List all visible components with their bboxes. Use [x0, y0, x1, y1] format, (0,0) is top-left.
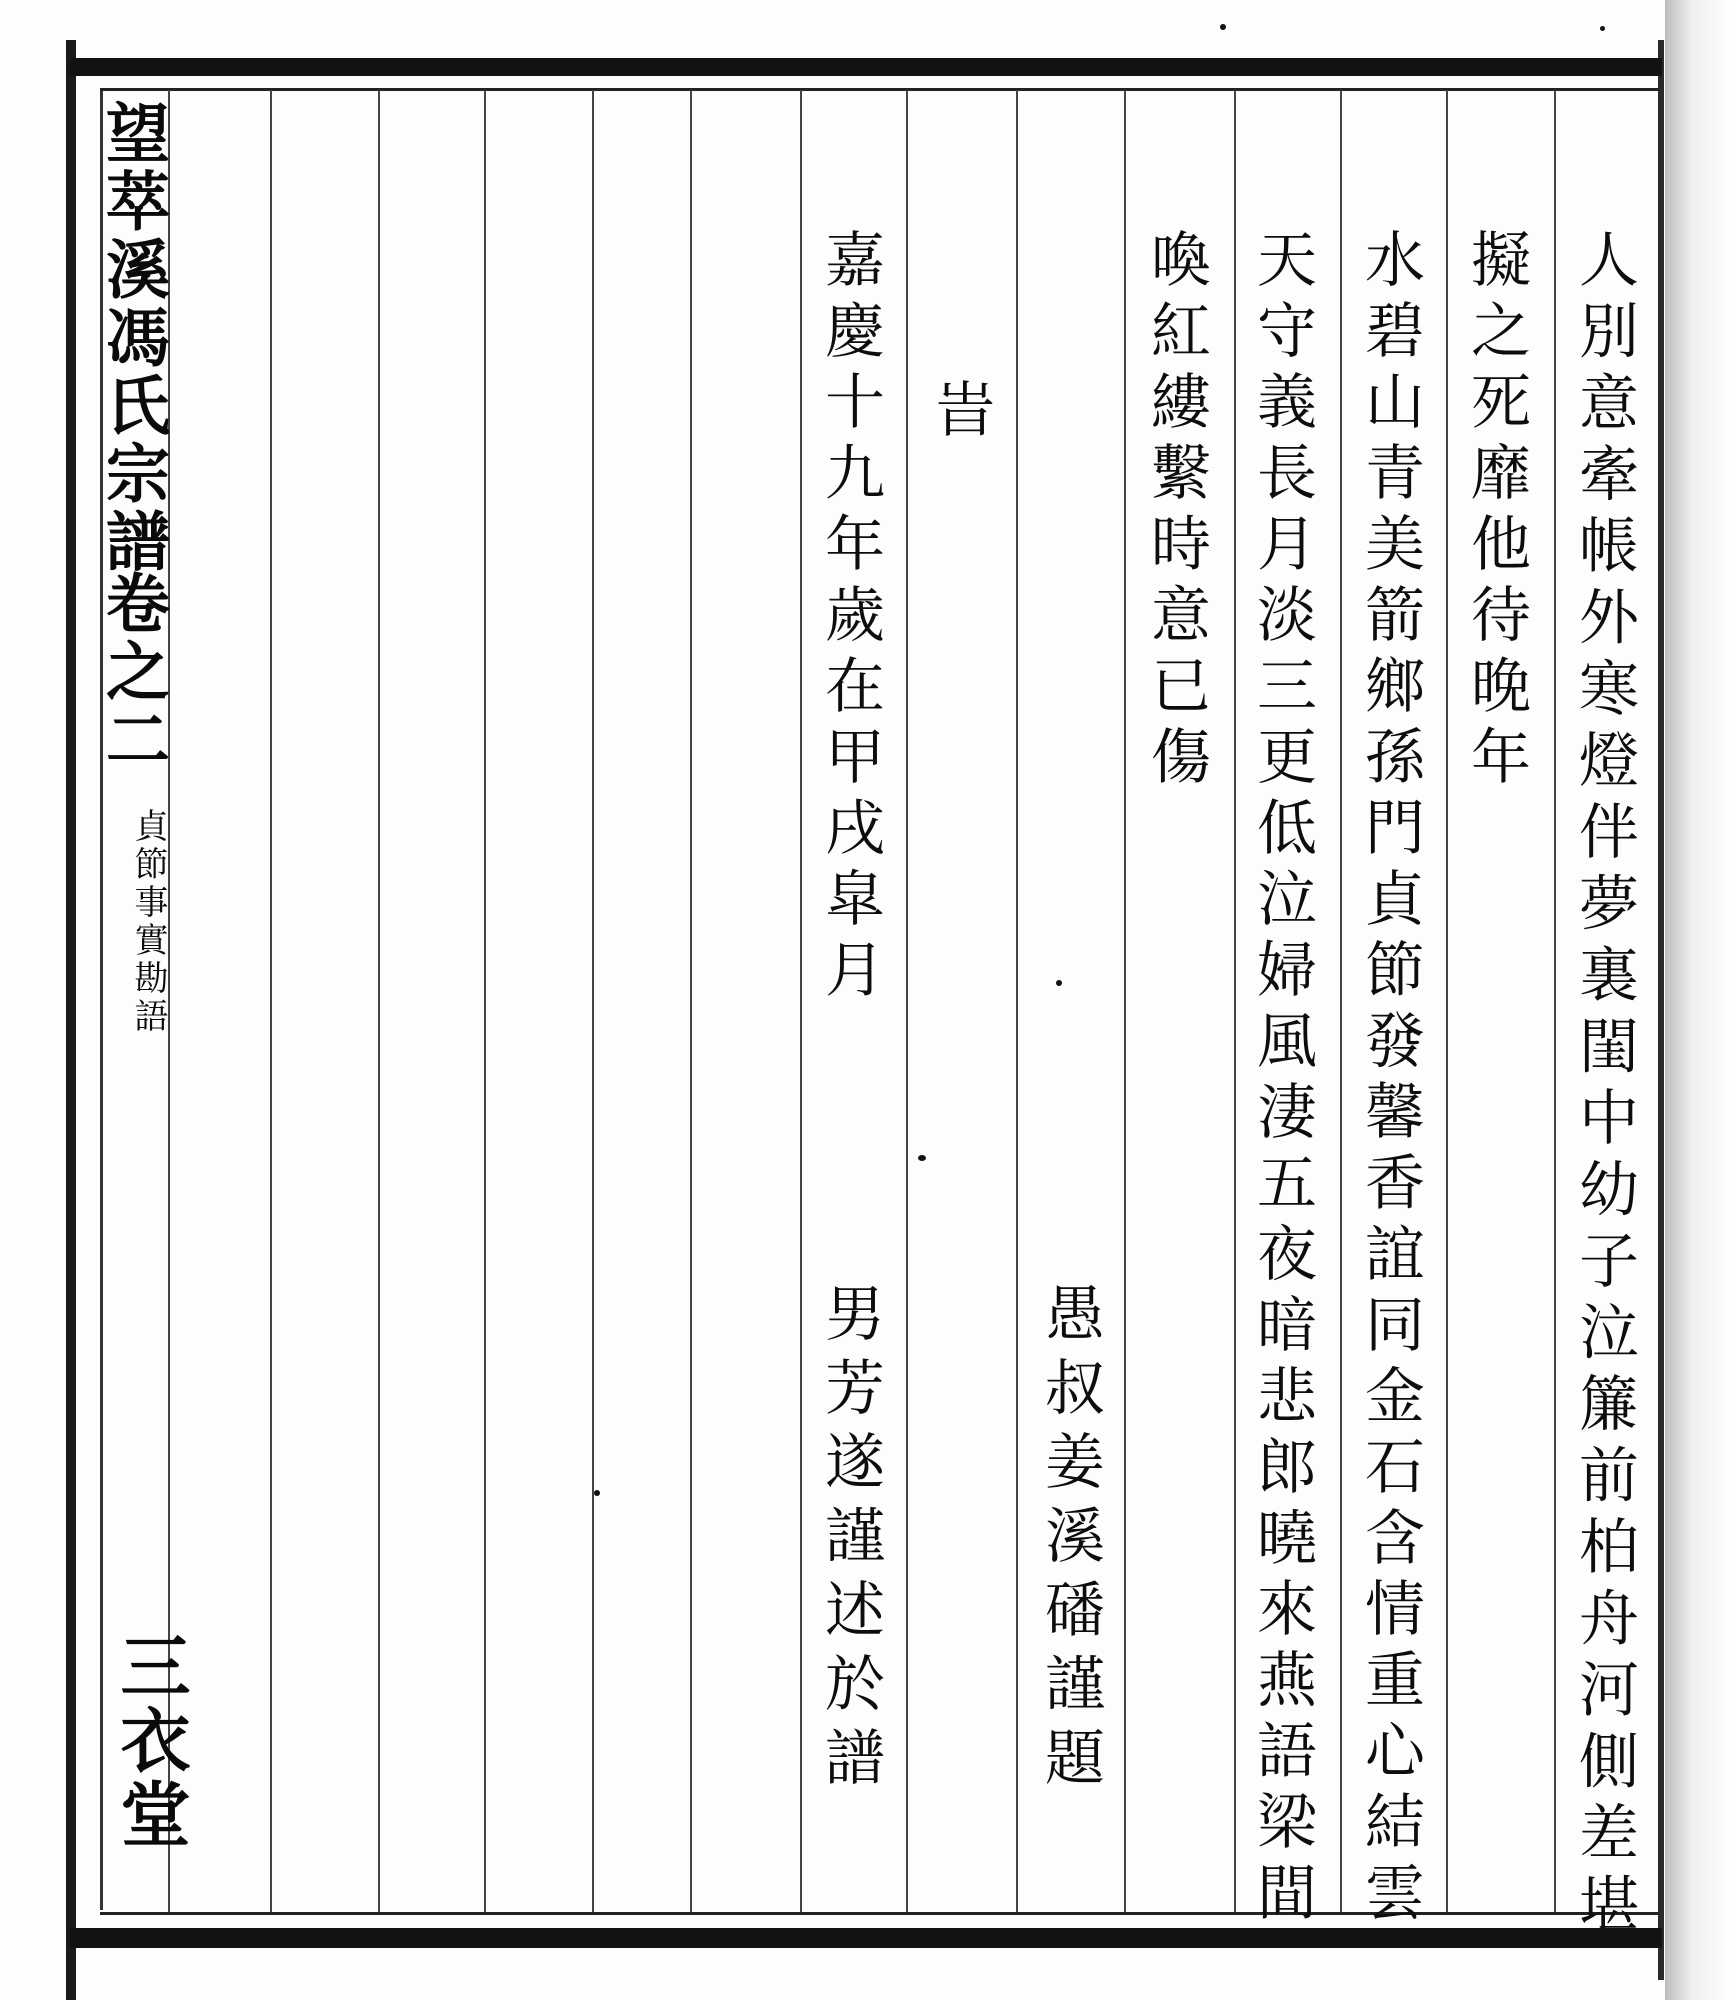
top-inner-border — [100, 88, 1660, 91]
ink-speck — [594, 1490, 600, 1496]
section-label: 貞節事實勘語 — [128, 808, 168, 1036]
poem-signature: 愚叔姜溪磻謹題 — [1035, 1282, 1105, 1800]
right-border — [1658, 40, 1664, 1980]
author-signature: 男芳遂謹述於譜 — [815, 1282, 885, 1800]
genealogy-title: 望萃溪馮氏宗譜 — [95, 100, 170, 576]
column-rule — [690, 90, 692, 1912]
column-rule — [1554, 90, 1556, 1912]
poem-line-5: 喚紅縷繫時意已傷 — [1141, 228, 1211, 796]
ink-speck — [1056, 980, 1062, 986]
column-rule — [1340, 90, 1342, 1912]
top-border — [70, 58, 1662, 76]
column-rule — [592, 90, 594, 1912]
poem-line-2: 擬之死靡他待晚年 — [1461, 228, 1531, 796]
page-edge-shadow — [1665, 0, 1733, 2000]
column-rule — [484, 90, 486, 1912]
column-rule — [1446, 90, 1448, 1912]
column-rule — [1016, 90, 1018, 1912]
ink-speck — [1220, 24, 1226, 30]
ink-speck — [918, 1155, 926, 1161]
poem-line-3: 水碧山青美箭鄉孫門貞節發馨香誼同金石含情重心結雲 — [1355, 228, 1425, 1932]
column-rule — [1124, 90, 1126, 1912]
column-rule — [378, 90, 380, 1912]
poem-line-4: 天守義長月淡三更低泣婦風淒五夜暗悲郎曉來燕語梁間 — [1247, 228, 1317, 1932]
bottom-inner-border — [100, 1912, 1660, 1915]
column-rule — [270, 90, 272, 1912]
dynasty-mark: 旹 — [925, 378, 995, 446]
hall-name: 三衣堂 — [109, 1630, 192, 1852]
column-rule — [800, 90, 802, 1912]
binding-spine — [66, 40, 76, 2000]
column-rule — [1234, 90, 1236, 1912]
volume-label: 卷之二 — [95, 570, 170, 774]
poem-line-1: 人別意牽帳外寒燈伴夢裏閨中幼子泣簾前柏舟河側差堪 — [1569, 228, 1639, 1944]
ink-speck — [1600, 26, 1605, 31]
date-line: 嘉慶十九年歲在甲戌皐月 — [815, 228, 885, 1009]
column-rule — [906, 90, 908, 1912]
